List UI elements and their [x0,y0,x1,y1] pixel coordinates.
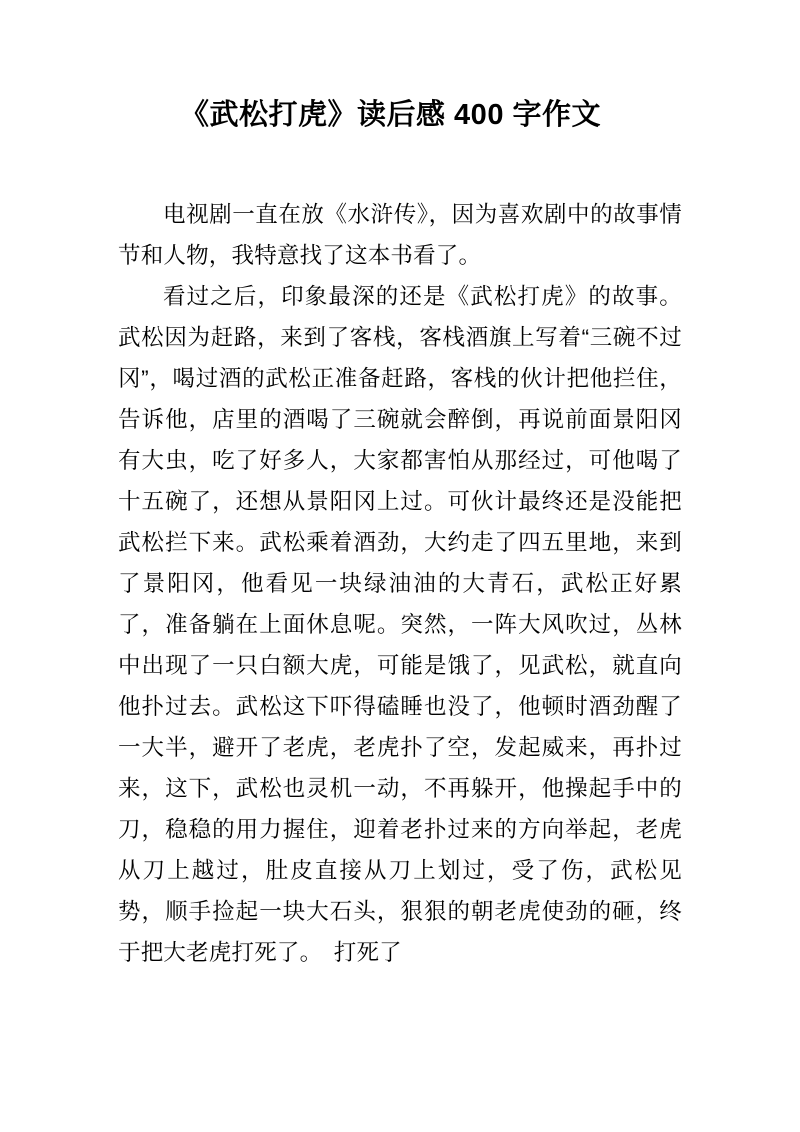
paragraph: 看过之后，印象最深的还是《武松打虎》的故事。武松因为赶路，来到了客栈，客栈酒旗上写着“三碗不过冈”，喝过酒的武松正准备赶路，客栈的伙计把他拦住，告诉他，店里的酒喝了三碗就会醉倒，再说前面景阳冈有大虫，吃了好多人，大家都害怕从那经过，可他喝了十五碗了，还想从景阳冈上过。可伙计最终还是没能把武松拦下来。武松乘着酒劲，大约走了四五里地，来到了景阳冈，他看见一块绿油油的大青石，武松正好累了，准备躺在上面休息呢。突然，一阵大风吹过，丛林中出现了一只白额大虎，可能是饿了，见武松，就直向他扑过去。武松这下吓得磕睡也没了，他顿时酒劲醒了一大半，避开了老虎，老虎扑了空，发起威来，再扑过来，这下，武松也灵机一动，不再躲开，他操起手中的刀，稳稳的用力握住，迎着老扑过来的方向举起，老虎从刀上越过，肚皮直接从刀上划过，受了伤，武松见势，顺手捡起一块大石头，狠狠的朝老虎使劲的砸，终于把大老虎打死了。 打死了 [118,283,682,965]
document-body [0,136,800,973]
page-title: 《武松打虎》读后感 400 字作文 [180,99,602,131]
paragraph: 电视剧一直在放《水浒传》，因为喜欢剧中的故事情节和人物，我特意找了这本书看了。 [118,201,682,268]
